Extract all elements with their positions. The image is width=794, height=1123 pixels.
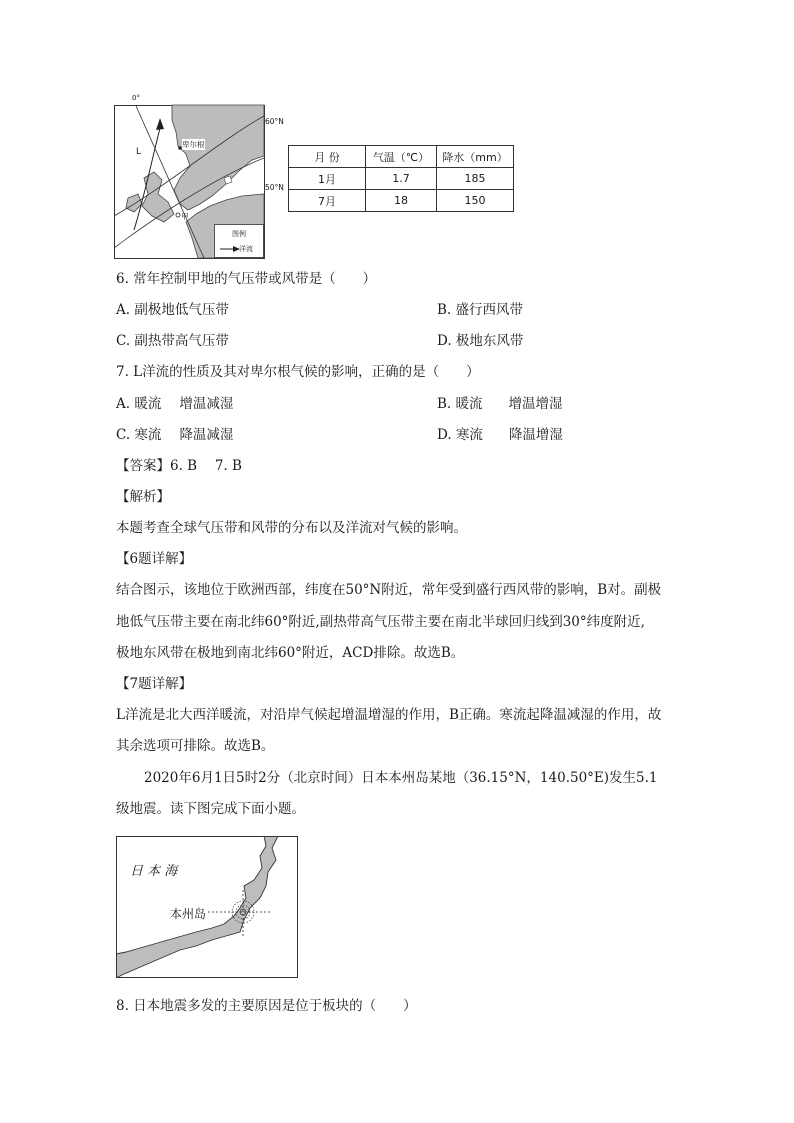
analysis-label: 【解析】 (116, 489, 170, 505)
header-precipitation: 降水（mm） (437, 146, 514, 168)
legend-title: 图例 (232, 230, 246, 238)
current-l-label: L (136, 147, 142, 157)
lon-0-label: 0° (132, 94, 140, 102)
q7-stem: 7. L洋流的性质及其对卑尔根气候的影响，正确的是（ ） (116, 364, 480, 380)
header-month: 月 份 (289, 146, 366, 168)
table-header-row (289, 146, 514, 168)
q6-option-d: D. 极地东风带 (437, 333, 524, 349)
table-cell: 185 (437, 168, 514, 190)
lat-60-label: 60°N (265, 117, 284, 126)
detail-6-label: 【6题详解】 (116, 551, 193, 567)
detail-6-line: 极地东风带在极地到南北纬60°附近，ACD排除。故选B。 (116, 645, 465, 661)
q6-option-b: B. 盛行西风带 (437, 302, 524, 318)
legend-current-label: 洋流 (239, 245, 253, 253)
detail-6-line: 结合图示，该地位于欧洲西部，纬度在50°N附近，常年受到盛行西风带的影响，B对。副极 (116, 582, 662, 598)
point-jia-label: 甲 (181, 212, 189, 221)
table-cell: 1.7 (366, 168, 437, 190)
q7-option-d-key: D. 寒流 (437, 427, 483, 443)
q7-option-b (437, 394, 563, 414)
detail-7-line: L洋流是北大西洋暖流，对沿岸气候起增温增湿的作用，B正确。寒流起降温减湿的作用，故 (116, 707, 662, 723)
analysis-text: 本题考查全球气压带和风带的分布以及洋流对气候的影响。 (116, 520, 467, 536)
table-cell: 150 (437, 190, 514, 212)
bergen-label: 卑尔根 (182, 140, 205, 149)
q7-option-c-value: 降温减湿 (179, 427, 234, 443)
table-cell: 1月 (289, 168, 366, 190)
detail-7-line: 其余选项可排除。故选B。 (116, 738, 275, 754)
q7-option-c (116, 425, 233, 445)
q7-option-d-value: 降温增湿 (508, 427, 563, 443)
japan-map (116, 836, 298, 978)
q7-option-a (116, 394, 233, 414)
q8-stem: 8. 日本地震多发的主要原因是位于板块的（ ） (116, 998, 417, 1014)
q7-option-d (437, 425, 563, 445)
table-row (289, 190, 514, 212)
q7-option-a-key: A. 暖流 (116, 396, 162, 412)
q7-option-c-key: C. 寒流 (116, 427, 162, 443)
europe-map (114, 94, 266, 260)
q6-option-a: A. 副极地低气压带 (116, 302, 229, 318)
header-temperature: 气温（℃） (366, 146, 437, 168)
detail-7-label: 【7题详解】 (116, 676, 193, 692)
q6-stem: 6. 常年控制甲地的气压带或风带是（ ） (116, 271, 377, 287)
q7-option-a-value: 增温减湿 (179, 396, 234, 412)
intro-line: 2020年6月1日5时2分（北京时间）日本本州岛某地（36.15°N，140.50°E)发生5.1 (144, 770, 658, 786)
table-cell: 7月 (289, 190, 366, 212)
table-row (289, 168, 514, 190)
q7-option-b-value: 增温增湿 (508, 396, 563, 412)
answer-line: 【答案】6. B 7. B (116, 458, 242, 474)
sea-of-japan-label: 日 本 海 (130, 864, 178, 879)
detail-6-line: 地低气压带主要在南北纬60°附近,副热带高气压带主要在南北半球回归线到30°纬度附近, (116, 614, 645, 630)
intro-line: 级地震。读下图完成下面小题。 (116, 801, 305, 817)
table-cell: 18 (366, 190, 437, 212)
honshu-label: 本州岛 (170, 907, 207, 921)
q7-option-b-key: B. 暖流 (437, 396, 483, 412)
q6-option-c: C. 副热带高气压带 (116, 333, 229, 349)
climate-table (288, 145, 514, 212)
lat-50-label: 50°N (265, 183, 284, 192)
